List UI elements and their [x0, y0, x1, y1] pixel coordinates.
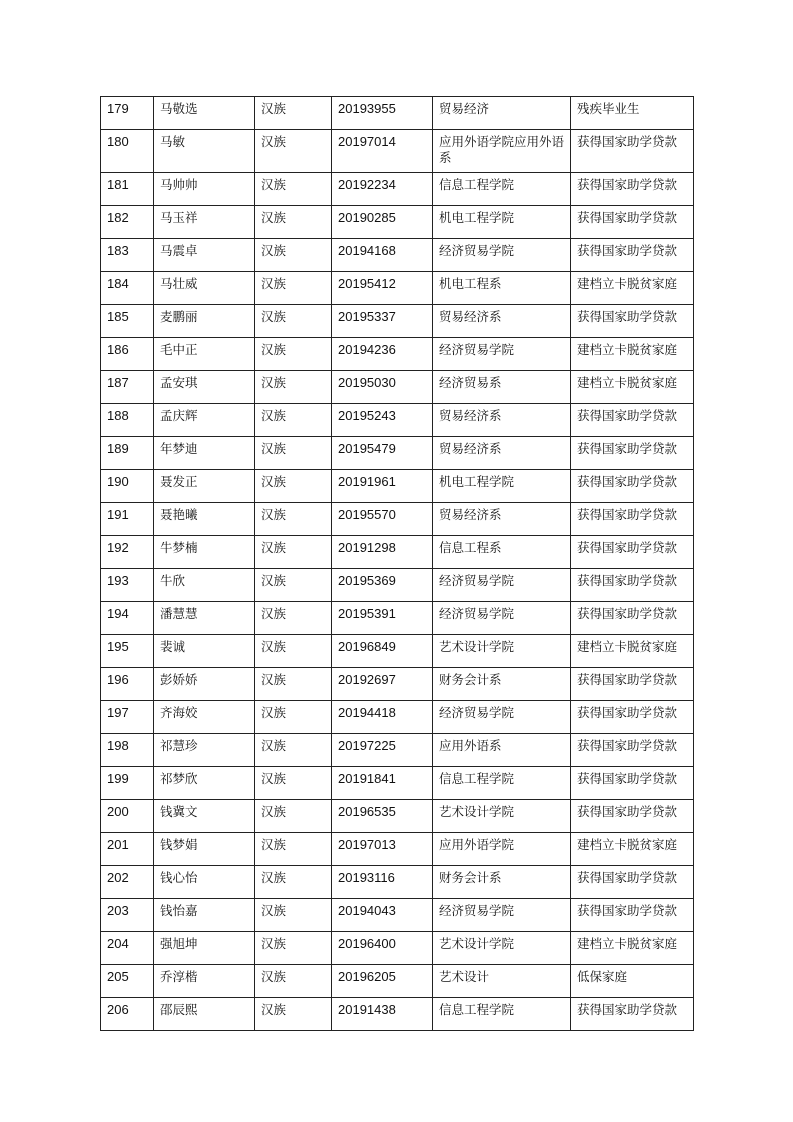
row-number-cell: 184 — [101, 272, 154, 305]
row-number-cell: 188 — [101, 404, 154, 437]
ethnicity-cell: 汉族 — [255, 866, 332, 899]
student-id-cell: 20194418 — [332, 701, 433, 734]
ethnicity-cell: 汉族 — [255, 130, 332, 173]
table-row — [101, 734, 694, 767]
department-cell: 应用外语学院 — [433, 833, 571, 866]
name-cell: 马敏 — [154, 130, 255, 173]
department-cell: 财务会计系 — [433, 668, 571, 701]
department-cell: 贸易经济系 — [433, 404, 571, 437]
table-row — [101, 635, 694, 668]
table-row — [101, 569, 694, 602]
name-cell: 裴诚 — [154, 635, 255, 668]
name-cell: 钱怡嘉 — [154, 899, 255, 932]
row-number-cell: 201 — [101, 833, 154, 866]
name-cell: 邵辰熙 — [154, 998, 255, 1031]
student-id-cell: 20195030 — [332, 371, 433, 404]
student-id-cell: 20192697 — [332, 668, 433, 701]
student-id-cell: 20197225 — [332, 734, 433, 767]
row-number-cell: 187 — [101, 371, 154, 404]
ethnicity-cell: 汉族 — [255, 635, 332, 668]
table-row — [101, 800, 694, 833]
name-cell: 年梦迪 — [154, 437, 255, 470]
ethnicity-cell: 汉族 — [255, 206, 332, 239]
ethnicity-cell: 汉族 — [255, 470, 332, 503]
table-row — [101, 272, 694, 305]
table-row — [101, 437, 694, 470]
table-row — [101, 338, 694, 371]
row-number-cell: 180 — [101, 130, 154, 173]
student-id-cell: 20195479 — [332, 437, 433, 470]
student-id-cell: 20195570 — [332, 503, 433, 536]
category-cell: 获得国家助学贷款 — [571, 239, 694, 272]
category-cell: 获得国家助学贷款 — [571, 899, 694, 932]
student-id-cell: 20195369 — [332, 569, 433, 602]
table-row — [101, 470, 694, 503]
row-number-cell: 185 — [101, 305, 154, 338]
row-number-cell: 202 — [101, 866, 154, 899]
name-cell: 齐海姣 — [154, 701, 255, 734]
ethnicity-cell: 汉族 — [255, 833, 332, 866]
ethnicity-cell: 汉族 — [255, 371, 332, 404]
name-cell: 马敬选 — [154, 97, 255, 130]
row-number-cell: 204 — [101, 932, 154, 965]
name-cell: 强旭坤 — [154, 932, 255, 965]
category-cell: 建档立卡脱贫家庭 — [571, 833, 694, 866]
table-row — [101, 173, 694, 206]
name-cell: 马玉祥 — [154, 206, 255, 239]
department-cell: 贸易经济系 — [433, 503, 571, 536]
ethnicity-cell: 汉族 — [255, 800, 332, 833]
ethnicity-cell: 汉族 — [255, 239, 332, 272]
department-cell: 应用外语系 — [433, 734, 571, 767]
name-cell: 乔淳楷 — [154, 965, 255, 998]
name-cell: 祁梦欣 — [154, 767, 255, 800]
department-cell: 信息工程系 — [433, 536, 571, 569]
category-cell: 建档立卡脱贫家庭 — [571, 635, 694, 668]
department-cell: 信息工程学院 — [433, 173, 571, 206]
table-row — [101, 97, 694, 130]
ethnicity-cell: 汉族 — [255, 173, 332, 206]
ethnicity-cell: 汉族 — [255, 305, 332, 338]
category-cell: 获得国家助学贷款 — [571, 701, 694, 734]
student-id-cell: 20191841 — [332, 767, 433, 800]
category-cell: 获得国家助学贷款 — [571, 305, 694, 338]
category-cell: 获得国家助学贷款 — [571, 668, 694, 701]
department-cell: 贸易经济 — [433, 97, 571, 130]
department-cell: 经济贸易学院 — [433, 569, 571, 602]
student-id-cell: 20196205 — [332, 965, 433, 998]
ethnicity-cell: 汉族 — [255, 965, 332, 998]
student-id-cell: 20196400 — [332, 932, 433, 965]
department-cell: 贸易经济系 — [433, 305, 571, 338]
category-cell: 获得国家助学贷款 — [571, 734, 694, 767]
name-cell: 钱梦娟 — [154, 833, 255, 866]
department-cell: 艺术设计学院 — [433, 800, 571, 833]
table-row — [101, 536, 694, 569]
table-row — [101, 602, 694, 635]
row-number-cell: 194 — [101, 602, 154, 635]
student-id-cell: 20195412 — [332, 272, 433, 305]
category-cell: 获得国家助学贷款 — [571, 569, 694, 602]
ethnicity-cell: 汉族 — [255, 602, 332, 635]
student-id-cell: 20192234 — [332, 173, 433, 206]
category-cell: 低保家庭 — [571, 965, 694, 998]
student-id-cell: 20197013 — [332, 833, 433, 866]
row-number-cell: 182 — [101, 206, 154, 239]
category-cell: 获得国家助学贷款 — [571, 998, 694, 1031]
roster-body — [101, 97, 694, 1031]
row-number-cell: 198 — [101, 734, 154, 767]
department-cell: 经济贸易学院 — [433, 701, 571, 734]
row-number-cell: 199 — [101, 767, 154, 800]
table-row — [101, 998, 694, 1031]
student-id-cell: 20193116 — [332, 866, 433, 899]
table-row — [101, 206, 694, 239]
name-cell: 祁慧珍 — [154, 734, 255, 767]
ethnicity-cell: 汉族 — [255, 701, 332, 734]
category-cell: 获得国家助学贷款 — [571, 206, 694, 239]
student-id-cell: 20191961 — [332, 470, 433, 503]
category-cell: 获得国家助学贷款 — [571, 536, 694, 569]
student-id-cell: 20197014 — [332, 130, 433, 173]
department-cell: 经济贸易学院 — [433, 602, 571, 635]
ethnicity-cell: 汉族 — [255, 932, 332, 965]
name-cell: 钱心怡 — [154, 866, 255, 899]
table-row — [101, 371, 694, 404]
row-number-cell: 203 — [101, 899, 154, 932]
ethnicity-cell: 汉族 — [255, 404, 332, 437]
student-id-cell: 20195391 — [332, 602, 433, 635]
name-cell: 聂发正 — [154, 470, 255, 503]
department-cell: 艺术设计学院 — [433, 932, 571, 965]
row-number-cell: 192 — [101, 536, 154, 569]
student-id-cell: 20196849 — [332, 635, 433, 668]
row-number-cell: 189 — [101, 437, 154, 470]
ethnicity-cell: 汉族 — [255, 503, 332, 536]
table-row — [101, 932, 694, 965]
category-cell: 建档立卡脱贫家庭 — [571, 272, 694, 305]
category-cell: 建档立卡脱贫家庭 — [571, 932, 694, 965]
department-cell: 财务会计系 — [433, 866, 571, 899]
student-id-cell: 20194236 — [332, 338, 433, 371]
row-number-cell: 196 — [101, 668, 154, 701]
ethnicity-cell: 汉族 — [255, 536, 332, 569]
row-number-cell: 181 — [101, 173, 154, 206]
row-number-cell: 206 — [101, 998, 154, 1031]
ethnicity-cell: 汉族 — [255, 338, 332, 371]
row-number-cell: 186 — [101, 338, 154, 371]
student-id-cell: 20195337 — [332, 305, 433, 338]
name-cell: 马帅帅 — [154, 173, 255, 206]
table-row — [101, 305, 694, 338]
ethnicity-cell: 汉族 — [255, 734, 332, 767]
category-cell: 获得国家助学贷款 — [571, 767, 694, 800]
name-cell: 潘慧慧 — [154, 602, 255, 635]
department-cell: 经济贸易学院 — [433, 239, 571, 272]
table-row — [101, 239, 694, 272]
category-cell: 获得国家助学贷款 — [571, 470, 694, 503]
table-row — [101, 404, 694, 437]
department-cell: 机电工程学院 — [433, 470, 571, 503]
row-number-cell: 197 — [101, 701, 154, 734]
department-cell: 信息工程学院 — [433, 998, 571, 1031]
ethnicity-cell: 汉族 — [255, 668, 332, 701]
name-cell: 马震卓 — [154, 239, 255, 272]
ethnicity-cell: 汉族 — [255, 97, 332, 130]
student-roster-table — [100, 96, 694, 1031]
student-id-cell: 20191298 — [332, 536, 433, 569]
student-id-cell: 20194168 — [332, 239, 433, 272]
ethnicity-cell: 汉族 — [255, 899, 332, 932]
category-cell: 建档立卡脱贫家庭 — [571, 371, 694, 404]
row-number-cell: 183 — [101, 239, 154, 272]
category-cell: 获得国家助学贷款 — [571, 173, 694, 206]
name-cell: 马壮威 — [154, 272, 255, 305]
department-cell: 贸易经济系 — [433, 437, 571, 470]
table-row — [101, 503, 694, 536]
department-cell: 信息工程学院 — [433, 767, 571, 800]
name-cell: 麦鹏丽 — [154, 305, 255, 338]
student-id-cell: 20194043 — [332, 899, 433, 932]
category-cell: 获得国家助学贷款 — [571, 800, 694, 833]
name-cell: 聂艳曦 — [154, 503, 255, 536]
department-cell: 机电工程学院 — [433, 206, 571, 239]
department-cell: 经济贸易学院 — [433, 899, 571, 932]
student-id-cell: 20196535 — [332, 800, 433, 833]
ethnicity-cell: 汉族 — [255, 437, 332, 470]
ethnicity-cell: 汉族 — [255, 272, 332, 305]
row-number-cell: 193 — [101, 569, 154, 602]
table-row — [101, 130, 694, 173]
department-cell: 经济贸易系 — [433, 371, 571, 404]
ethnicity-cell: 汉族 — [255, 569, 332, 602]
row-number-cell: 200 — [101, 800, 154, 833]
name-cell: 牛欣 — [154, 569, 255, 602]
name-cell: 毛中正 — [154, 338, 255, 371]
name-cell: 孟庆辉 — [154, 404, 255, 437]
category-cell: 获得国家助学贷款 — [571, 130, 694, 173]
table-row — [101, 965, 694, 998]
name-cell: 钱冀文 — [154, 800, 255, 833]
table-row — [101, 767, 694, 800]
table-row — [101, 668, 694, 701]
ethnicity-cell: 汉族 — [255, 998, 332, 1031]
category-cell: 获得国家助学贷款 — [571, 503, 694, 536]
category-cell: 获得国家助学贷款 — [571, 866, 694, 899]
ethnicity-cell: 汉族 — [255, 767, 332, 800]
student-id-cell: 20191438 — [332, 998, 433, 1031]
category-cell: 获得国家助学贷款 — [571, 602, 694, 635]
department-cell: 艺术设计 — [433, 965, 571, 998]
row-number-cell: 191 — [101, 503, 154, 536]
category-cell: 获得国家助学贷款 — [571, 404, 694, 437]
name-cell: 彭娇娇 — [154, 668, 255, 701]
category-cell: 残疾毕业生 — [571, 97, 694, 130]
name-cell: 孟安琪 — [154, 371, 255, 404]
student-id-cell: 20190285 — [332, 206, 433, 239]
row-number-cell: 190 — [101, 470, 154, 503]
category-cell: 建档立卡脱贫家庭 — [571, 338, 694, 371]
table-row — [101, 899, 694, 932]
category-cell: 获得国家助学贷款 — [571, 437, 694, 470]
department-cell: 应用外语学院应用外语系 — [433, 130, 571, 173]
row-number-cell: 179 — [101, 97, 154, 130]
name-cell: 牛梦楠 — [154, 536, 255, 569]
row-number-cell: 205 — [101, 965, 154, 998]
table-row — [101, 833, 694, 866]
department-cell: 经济贸易学院 — [433, 338, 571, 371]
table-row — [101, 701, 694, 734]
row-number-cell: 195 — [101, 635, 154, 668]
student-id-cell: 20193955 — [332, 97, 433, 130]
department-cell: 艺术设计学院 — [433, 635, 571, 668]
department-cell: 机电工程系 — [433, 272, 571, 305]
student-id-cell: 20195243 — [332, 404, 433, 437]
table-row — [101, 866, 694, 899]
